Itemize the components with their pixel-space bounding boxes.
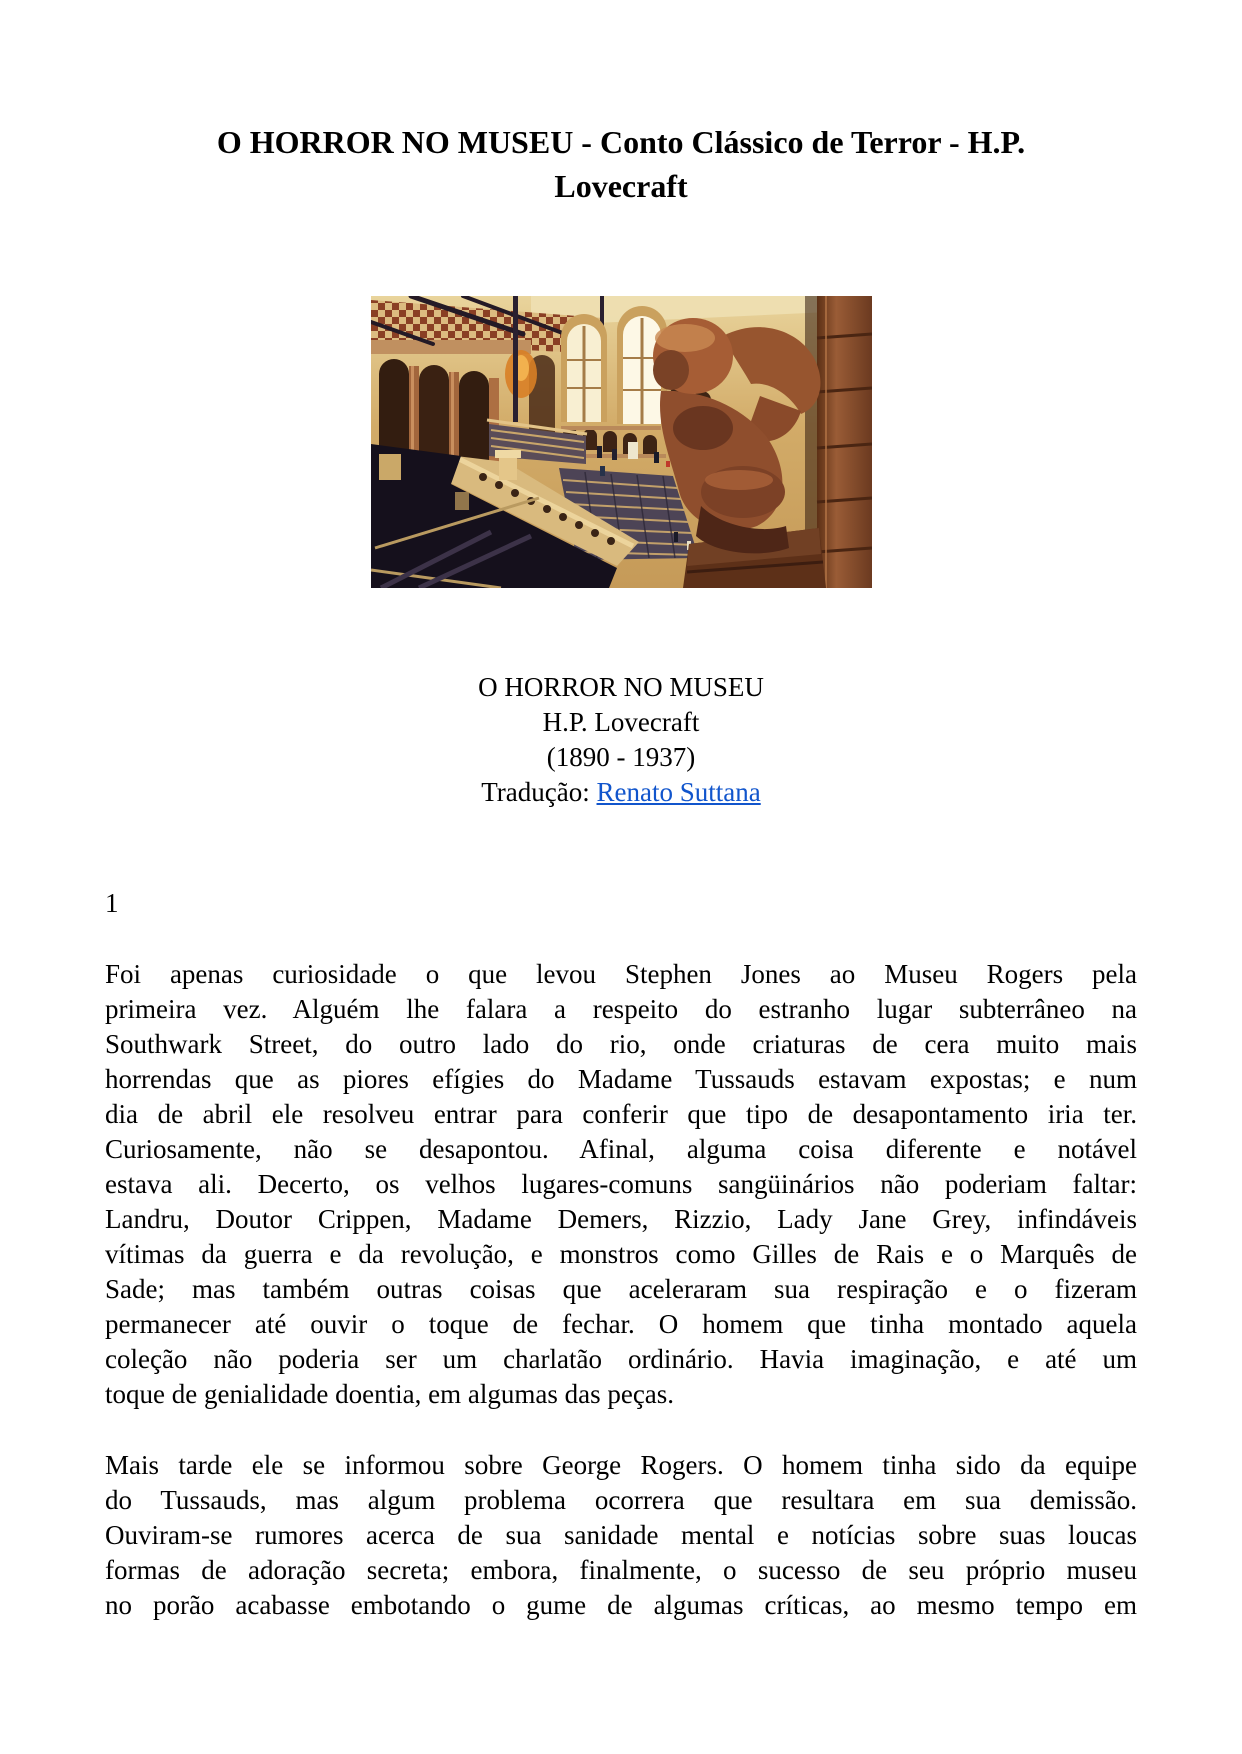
text-line: Southwark Street, do outro lado do rio, onde criaturas de cera muito mais [105,1029,1137,1059]
text-line: permanecer até ouvir o toque de fechar. O homem que tinha montado aquela [105,1309,1137,1339]
section-number: 1 [105,888,119,918]
story-title: O HORROR NO MUSEU [478,672,764,702]
text-line: Landru, Doutor Crippen, Madame Demers, Rizzio, Lady Jane Grey, infindáveis [105,1204,1137,1234]
author-name: H.P. Lovecraft [542,707,700,737]
translation-label: Tradução: [481,777,590,807]
text-line: estava ali. Decerto, os velhos lugares-comuns sangüinários não poderiam faltar: [105,1169,1137,1199]
document-title [105,0,1137,208]
byline-block [105,670,1137,810]
museum-interior-image [371,296,872,588]
text-line: Mais tarde ele se informou sobre George Rogers. O homem tinha sido da equipe [105,1450,1137,1480]
text-line: toque de genialidade doentia, em algumas das peças. [105,1379,675,1409]
text-line: Ouviram-se rumores acerca de sua sanidade mental e notícias sobre suas loucas [105,1520,1137,1550]
paragraph-1 [105,957,1137,1412]
text-line: horrendas que as piores efígies do Madame Tussauds estavam expostas; e num [105,1064,1137,1094]
translation-line [105,775,1137,810]
text-line: formas de adoração secreta; embora, finalmente, o sucesso de seu próprio museu [105,1555,1137,1585]
life-dates: (1890 - 1937) [546,742,696,772]
text-line: Foi apenas curiosidade o que levou Stephen Jones ao Museu Rogers pela [105,959,1137,989]
text-line: no porão acabasse embotando o gume de algumas críticas, ao mesmo tempo em [105,1590,1137,1620]
text-line: Curiosamente, não se desapontou. Afinal, alguma coisa diferente e notável [105,1134,1137,1164]
text-line: Sade; mas também outras coisas que aceleraram sua respiração e o fizeram [105,1274,1137,1304]
document-title-line2: Lovecraft [554,168,688,204]
document-title-line1: O HORROR NO MUSEU - Conto Clássico de Terror - H.P. [216,124,1026,160]
translator-link[interactable]: Renato Suttana [596,777,761,807]
right-column [817,296,872,588]
paragraph-2 [105,1448,1137,1623]
text-line: vítimas da guerra e da revolução, e monstros como Gilles de Rais e o Marquês de [105,1239,1137,1269]
lamp-glow [505,350,537,398]
text-line: coleção não poderia ser um charlatão ordinário. Havia imaginação, e até um [105,1344,1137,1374]
illustration-container [105,296,1137,588]
text-line: primeira vez. Alguém lhe falara a respeito do estranho lugar subterrâneo na [105,994,1137,1024]
text-line: do Tussauds, mas algum problema ocorrera que resultara em sua demissão. [105,1485,1137,1515]
text-line: dia de abril ele resolveu entrar para conferir que tipo de desapontamento iria ter. [105,1099,1137,1129]
